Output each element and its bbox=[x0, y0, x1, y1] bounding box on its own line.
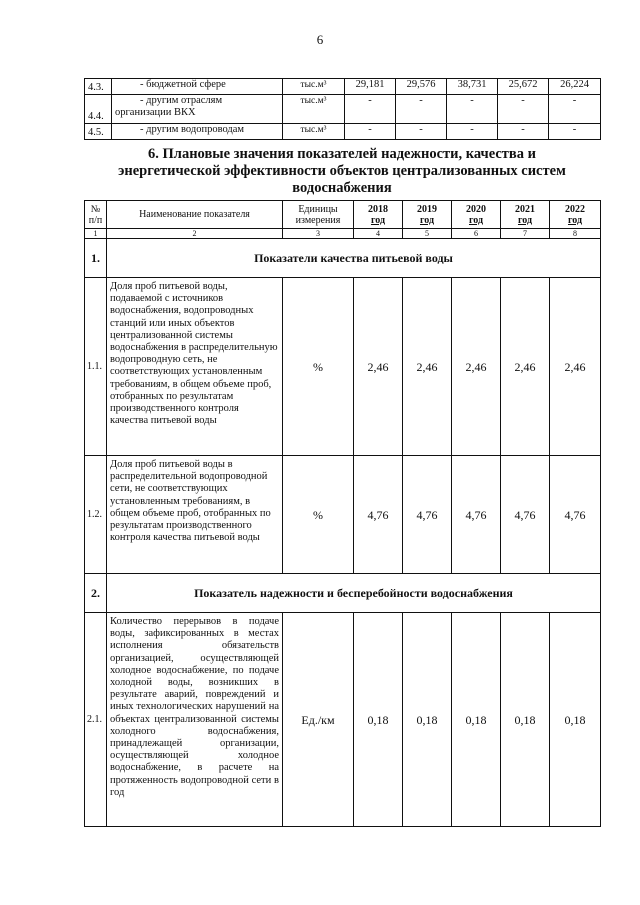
row-value: 0,18 bbox=[452, 613, 501, 827]
column-index: 3 bbox=[283, 229, 354, 239]
row-value: 29,576 bbox=[396, 79, 447, 95]
row-value: 4,76 bbox=[550, 456, 601, 574]
row-value: 25,672 bbox=[498, 79, 549, 95]
header-name: Наименование показателя bbox=[107, 201, 283, 229]
header-year bbox=[550, 201, 601, 229]
row-value: 4,76 bbox=[354, 456, 403, 574]
section-title-line1: 6. Плановые значения показателей надежности, качества и bbox=[148, 146, 536, 162]
row-unit: тыс.м³ bbox=[283, 124, 345, 140]
row-number: 4.3. bbox=[85, 79, 112, 95]
group-title: Показатели качества питьевой воды bbox=[107, 239, 601, 278]
row-name: - другим водопроводам bbox=[112, 124, 283, 140]
row-name: - бюджетной сфере bbox=[112, 79, 283, 95]
group-number: 2. bbox=[85, 574, 107, 613]
row-value: 4,76 bbox=[501, 456, 550, 574]
row-value: 0,18 bbox=[550, 613, 601, 827]
row-number: 1.1. bbox=[85, 278, 107, 456]
row-unit: Ед./км bbox=[283, 613, 354, 827]
header-year bbox=[403, 201, 452, 229]
section-title-line3: водоснабжения bbox=[292, 180, 392, 196]
row-value: 2,46 bbox=[403, 278, 452, 456]
row-value: 0,18 bbox=[403, 613, 452, 827]
row-number: 2.1. bbox=[85, 613, 107, 827]
year-suffix: год bbox=[468, 214, 484, 226]
column-index: 7 bbox=[501, 229, 550, 239]
row-name-line1: - другим отраслям bbox=[140, 95, 223, 106]
row-value: - bbox=[498, 95, 549, 124]
top-table bbox=[84, 78, 601, 140]
row-name: Доля проб питьевой воды, подаваемой с источников водоснабжения, водопроводных станций или иных объектов централизованной системы водоснабжения в распределительную водопроводную сеть, не соответствующих установленным требованиям, в общем объеме проб, отобранных по результатам производственного контроля качества питьевой воды bbox=[107, 278, 283, 456]
year-suffix: год bbox=[517, 214, 533, 226]
year-value: 2021 bbox=[515, 203, 535, 215]
row-unit: % bbox=[283, 278, 354, 456]
row-number: 4.4. bbox=[85, 95, 112, 124]
row-value: - bbox=[396, 124, 447, 140]
year-value: 2022 bbox=[565, 203, 585, 215]
row-value: 29,181 bbox=[345, 79, 396, 95]
year-suffix: год bbox=[419, 214, 435, 226]
row-value: - bbox=[447, 95, 498, 124]
row-name-line2: организации ВКХ bbox=[115, 107, 196, 118]
header-year bbox=[354, 201, 403, 229]
column-index: 5 bbox=[403, 229, 452, 239]
header-num: № п/п bbox=[85, 201, 107, 229]
header-unit: Единицы измерения bbox=[283, 201, 354, 229]
group-number: 1. bbox=[85, 239, 107, 278]
header-year bbox=[501, 201, 550, 229]
section-title-line2: энергетической эффективности объектов централизованных систем bbox=[118, 163, 566, 179]
section-title bbox=[84, 146, 600, 197]
indicators-table bbox=[84, 200, 601, 827]
table-header bbox=[85, 201, 601, 229]
row-value: - bbox=[549, 124, 601, 140]
year-value: 2019 bbox=[417, 203, 437, 215]
row-value: 0,18 bbox=[354, 613, 403, 827]
row-name bbox=[112, 95, 283, 124]
group-row bbox=[85, 574, 601, 613]
group-title: Показатель надежности и бесперебойности водоснабжения bbox=[107, 574, 601, 613]
table-row bbox=[85, 278, 601, 456]
row-value: 4,76 bbox=[403, 456, 452, 574]
row-name: Доля проб питьевой воды в распределительной водопроводной сети, не соответствующих установленным требованиям, в общем объеме проб, отобранных по результатам производственного контроля качества питьевой воды bbox=[107, 456, 283, 574]
row-value: 2,46 bbox=[501, 278, 550, 456]
row-value: - bbox=[498, 124, 549, 140]
column-index-row bbox=[85, 229, 601, 239]
row-value: - bbox=[345, 124, 396, 140]
column-index: 1 bbox=[85, 229, 107, 239]
row-value: - bbox=[549, 95, 601, 124]
row-name: Количество перерывов в подаче воды, зафиксированных в местах исполнения обязательств организацией, осуществляющей холодное водоснабжение, по подаче холодной воды, возникших в результате аварий, повреждений и иных технологических нарушений на объектах централизованной системы холодного водоснабжения, принадлежащей организации, осуществляющей холодное водоснабжение, в расчете на протяженность водопроводной сети в год bbox=[107, 613, 283, 827]
year-suffix: год bbox=[370, 214, 386, 226]
row-value: 0,18 bbox=[501, 613, 550, 827]
row-number: 1.2. bbox=[85, 456, 107, 574]
year-value: 2020 bbox=[466, 203, 486, 215]
row-value: - bbox=[345, 95, 396, 124]
page-number: 6 bbox=[316, 32, 324, 47]
table-row bbox=[85, 79, 601, 95]
row-value: - bbox=[447, 124, 498, 140]
table-row bbox=[85, 124, 601, 140]
column-index: 8 bbox=[550, 229, 601, 239]
row-number: 4.5. bbox=[85, 124, 112, 140]
table-row bbox=[85, 95, 601, 124]
row-unit: % bbox=[283, 456, 354, 574]
column-index: 4 bbox=[354, 229, 403, 239]
row-value: 2,46 bbox=[550, 278, 601, 456]
row-value: 2,46 bbox=[354, 278, 403, 456]
year-suffix: год bbox=[567, 214, 583, 226]
table-row bbox=[85, 613, 601, 827]
row-unit: тыс.м³ bbox=[283, 79, 345, 95]
row-value: 2,46 bbox=[452, 278, 501, 456]
column-index: 6 bbox=[452, 229, 501, 239]
table-row bbox=[85, 456, 601, 574]
row-value: 38,731 bbox=[447, 79, 498, 95]
group-row bbox=[85, 239, 601, 278]
row-unit: тыс.м³ bbox=[283, 95, 345, 124]
column-index: 2 bbox=[107, 229, 283, 239]
row-value: 4,76 bbox=[452, 456, 501, 574]
row-value: - bbox=[396, 95, 447, 124]
year-value: 2018 bbox=[368, 203, 388, 215]
row-value: 26,224 bbox=[549, 79, 601, 95]
header-year bbox=[452, 201, 501, 229]
